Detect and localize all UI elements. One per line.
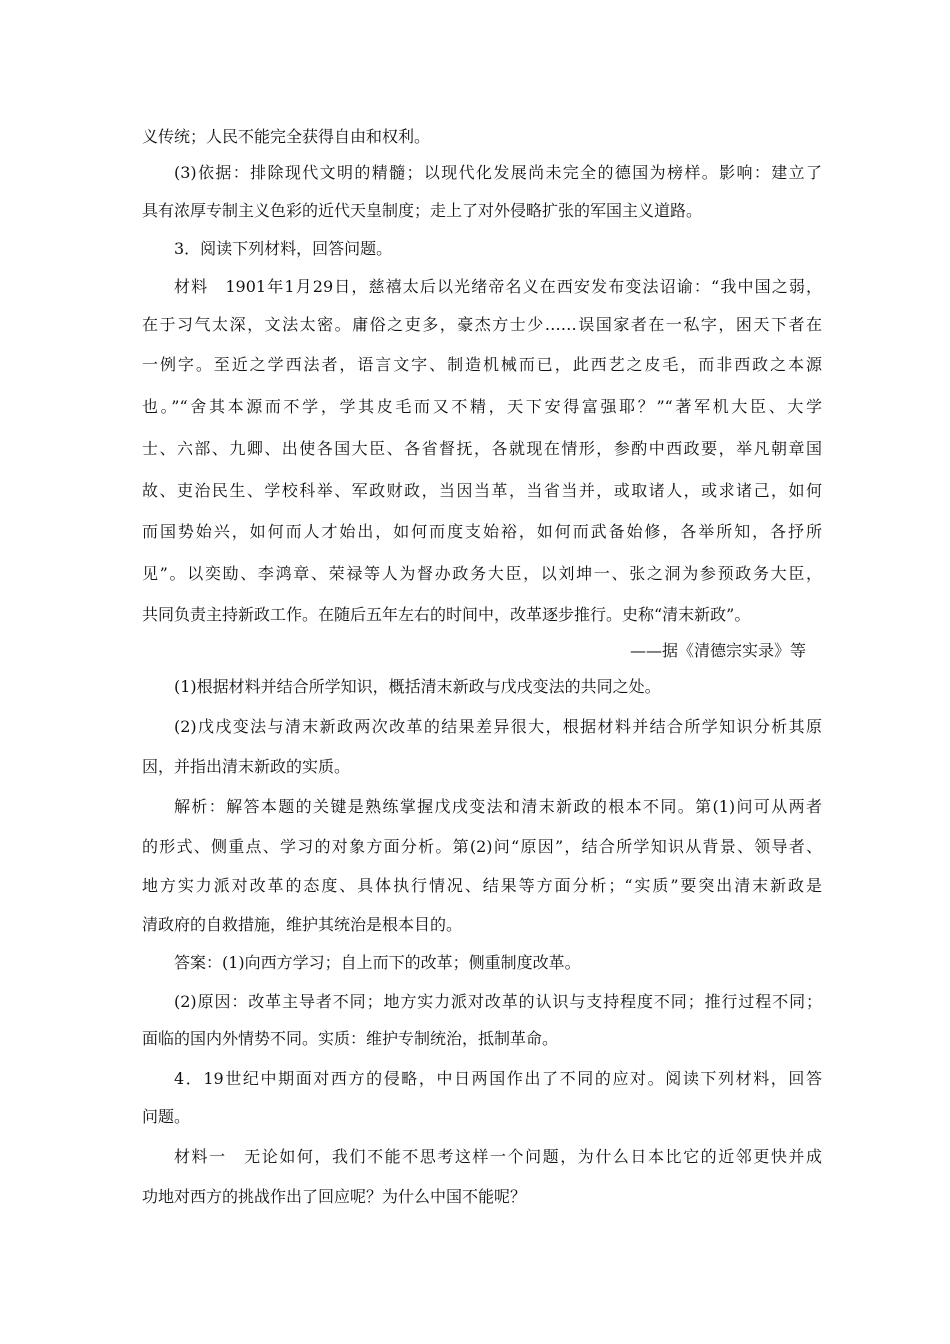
text-line: 在于习气太深，文法太密。庸俗之吏多，豪杰方士少……误国家者在一私字，困天下者在 bbox=[142, 315, 822, 334]
text-line: 见”。以奕劻、李鸿章、荣禄等人为督办政务大臣，以刘坤一、张之洞为参预政务大臣， bbox=[142, 564, 822, 583]
text-line: 一例字。至近之学西法者，语言文字、制造机械而已，此西艺之皮毛，而非西政之本源 bbox=[142, 355, 822, 374]
answer-line: 答案：(1)向西方学习；自上而下的改革；侧重制度改革。 bbox=[174, 953, 581, 972]
text-line: 士、六部、九卿、出使各国大臣、各省督抚，各就现在情形，参酌中西政要，举凡朝章国 bbox=[142, 439, 822, 458]
text-line: 而国势始兴，如何而人才始出，如何而度支始裕，如何而武备始修，各举所知，各抒所 bbox=[142, 522, 822, 541]
analysis-line: 地方实力派对改革的态度、具体执行情况、结果等方面分析；“实质”要突出清末新政是 bbox=[142, 876, 822, 895]
text-line: 功地对西方的挑战作出了回应呢？为什么中国不能呢？ bbox=[142, 1187, 527, 1206]
text-line: 共同负责主持新政工作。在随后五年左右的时间中，改革逐步推行。史称“清末新政”。 bbox=[142, 605, 751, 624]
analysis-line: 解析：解答本题的关键是熟练掌握戊戌变法和清末新政的根本不同。第(1)问可从两者 bbox=[174, 797, 822, 816]
text-line: 因，并指出清末新政的实质。 bbox=[142, 757, 351, 776]
question-heading: 3．阅读下列材料，回答问题。 bbox=[174, 239, 393, 258]
source-citation: ——据《清德宗实录》等 bbox=[629, 641, 806, 660]
text-line: 义传统；人民不能完全获得自由和权利。 bbox=[142, 127, 431, 146]
text-line: 也。”“舍其本源而不学，学其皮毛而又不精，天下安得富强耶？”“著军机大臣、大学 bbox=[142, 397, 822, 416]
text-line: 具有浓厚专制主义色彩的近代天皇制度；走上了对外侵略扩张的军国主义道路。 bbox=[142, 201, 703, 220]
answer-line: (2)原因：改革主导者不同；地方实力派对改革的认识与支持程度不同；推行过程不同； bbox=[174, 992, 822, 1011]
text-line: 问题。 bbox=[142, 1107, 191, 1126]
analysis-line: 的形式、侧重点、学习的对象方面分析。第(2)问“原因”，结合所学知识从背景、领导者、 bbox=[142, 837, 822, 856]
question-heading: 4．19世纪中期面对西方的侵略，中日两国作出了不同的应对。阅读下列材料，回答 bbox=[174, 1069, 822, 1088]
answer-line: 面临的国内外情势不同。实质：维护专制统治，抵制革命。 bbox=[142, 1029, 559, 1048]
text-line: 故、吏治民生、学校科举、军政财政，当因当革，当省当并，或取诸人，或求诸己，如何 bbox=[142, 481, 822, 500]
sub-question: (1)根据材料并结合所学知识，概括清末新政与戊戌变法的共同之处。 bbox=[174, 677, 661, 696]
text-line: (3)依据：排除现代文明的精髓；以现代化发展尚未完全的德国为榜样。影响：建立了 bbox=[174, 163, 822, 182]
analysis-line: 清政府的自救措施，维护其统治是根本目的。 bbox=[142, 915, 463, 934]
text-line: 材料一 无论如何，我们不能不思考这样一个问题，为什么日本比它的近邻更快并成 bbox=[174, 1147, 822, 1166]
text-line: 材料 1901年1月29日，慈禧太后以光绪帝名义在西安发布变法诏谕：“我中国之弱， bbox=[174, 277, 822, 296]
sub-question: (2)戊戌变法与清末新政两次改革的结果差异很大，根据材料并结合所学知识分析其原 bbox=[174, 717, 822, 736]
